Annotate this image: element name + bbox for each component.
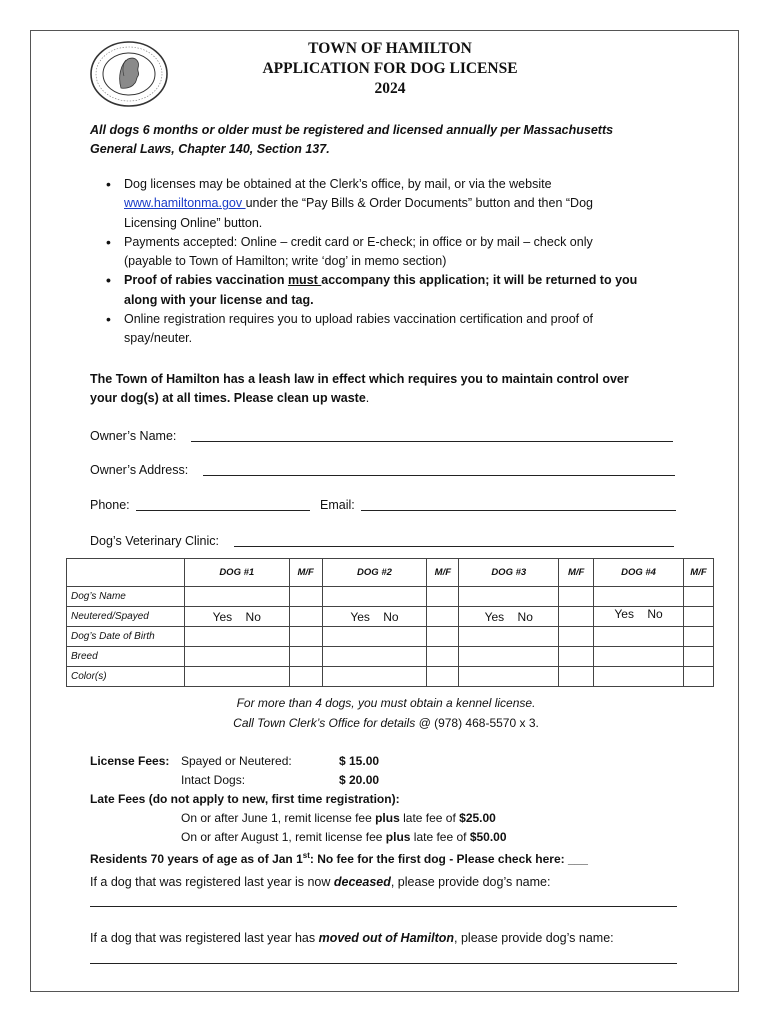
moved-text: , please provide dog’s name: — [454, 931, 614, 945]
bullet-text: (payable to Town of Hamilton; write ‘dog’ in memo section) — [124, 254, 447, 269]
intact-fee-label: Intact Dogs: — [181, 773, 246, 787]
residents-text: Residents 70 years of age as of Jan 1 — [90, 852, 303, 866]
table-cell[interactable] — [559, 607, 594, 627]
col-header: DOG #4 — [594, 559, 684, 587]
yes-option[interactable]: Yes — [212, 609, 233, 624]
late-fee-emphasis: plus — [385, 830, 411, 844]
deceased-text: , please provide dog’s name: — [390, 875, 551, 889]
license-fees-label: License Fees: — [90, 754, 170, 768]
kennel-note: For more than 4 dogs, you must obtain a kennel license. — [236, 696, 536, 710]
table-cell[interactable] — [594, 647, 684, 667]
intro-statement — [90, 121, 690, 159]
table-cell[interactable] — [184, 647, 289, 667]
vet-clinic-field[interactable] — [234, 546, 674, 547]
col-header: DOG #2 — [322, 559, 427, 587]
late-fee-text: late fee of — [399, 811, 460, 825]
table-cell[interactable] — [459, 647, 559, 667]
dogs-table — [66, 558, 714, 687]
row-label: Dog’s Name — [67, 587, 185, 607]
moved-text: If a dog that was registered last year has — [90, 931, 319, 945]
owner-address-field[interactable] — [203, 475, 675, 476]
col-header: M/F — [683, 559, 713, 587]
col-header: DOG #3 — [459, 559, 559, 587]
table-row — [67, 667, 714, 687]
deceased-dog-label — [90, 874, 550, 890]
spayed-fee-amount: $ 15.00 — [339, 754, 380, 768]
neutered-choice[interactable] — [322, 607, 427, 627]
table-cell[interactable] — [683, 587, 713, 607]
neutered-choice[interactable] — [594, 607, 684, 627]
late-fee-text: On or after June 1, remit license fee — [181, 811, 376, 825]
list-item — [106, 271, 676, 310]
row-label: Dog’s Date of Birth — [67, 627, 185, 647]
vet-clinic-label: Dog’s Veterinary Clinic: — [90, 534, 219, 548]
intro-line-1: All dogs 6 months or older must be registered and licensed annually per Massachusetts — [90, 123, 614, 137]
table-cell[interactable] — [427, 607, 459, 627]
moved-dog-label — [90, 930, 614, 946]
phone-field[interactable] — [136, 510, 310, 511]
table-cell[interactable] — [322, 627, 427, 647]
table-cell[interactable] — [322, 647, 427, 667]
late-fee-emphasis: plus — [375, 811, 400, 825]
no-option[interactable]: No — [647, 607, 663, 621]
table-cell[interactable] — [289, 607, 322, 627]
table-corner — [67, 559, 185, 587]
col-header: M/F — [289, 559, 322, 587]
owner-address-label: Owner’s Address: — [90, 463, 189, 477]
col-header: DOG #1 — [184, 559, 289, 587]
note-period: . — [535, 716, 539, 730]
table-cell[interactable] — [289, 627, 322, 647]
row-label: Breed — [67, 647, 185, 667]
spayed-fee-label: Spayed or Neutered: — [181, 754, 292, 768]
table-cell[interactable] — [683, 667, 713, 687]
table-cell[interactable] — [289, 647, 322, 667]
list-item — [106, 175, 676, 233]
table-cell[interactable] — [683, 627, 713, 647]
bullet-text: spay/neuter. — [124, 331, 193, 346]
col-header: M/F — [427, 559, 459, 587]
call-clerk-note — [196, 716, 576, 730]
table-cell[interactable] — [683, 647, 713, 667]
table-cell[interactable] — [459, 667, 559, 687]
bullet-text: along with your license and tag. — [124, 292, 314, 307]
list-item — [106, 233, 676, 272]
deceased-dog-name-field[interactable] — [90, 906, 677, 907]
table-cell[interactable] — [427, 667, 459, 687]
form-title: APPLICATION FOR DOG LICENSE — [262, 60, 518, 77]
website-link[interactable]: www.hamiltonma.gov — [124, 196, 246, 211]
table-cell[interactable] — [322, 667, 427, 687]
table-row — [67, 627, 714, 647]
bullet-text: Online registration requires you to upload rabies vaccination certification and proof of — [124, 312, 594, 327]
table-cell[interactable] — [427, 587, 459, 607]
bullet-text: Licensing Online” button. — [124, 215, 263, 230]
no-option[interactable]: No — [517, 609, 533, 624]
table-header-row — [67, 559, 714, 587]
table-cell[interactable] — [289, 667, 322, 687]
phone-label: Phone: — [90, 498, 130, 512]
table-cell[interactable] — [184, 667, 289, 687]
table-cell[interactable] — [459, 627, 559, 647]
neutered-choice[interactable] — [184, 607, 289, 627]
email-label: Email: — [320, 498, 355, 512]
no-option[interactable]: No — [383, 609, 399, 624]
owner-name-field[interactable] — [191, 441, 673, 442]
bullet-emphasis: must — [287, 273, 322, 288]
deceased-text: If a dog that was registered last year is now — [90, 875, 334, 889]
deceased-emphasis: deceased — [333, 875, 391, 889]
table-row — [67, 647, 714, 667]
table-cell[interactable] — [594, 667, 684, 687]
late-fee-amount: $25.00 — [459, 811, 496, 825]
list-item — [106, 310, 676, 349]
table-cell[interactable] — [594, 587, 684, 607]
table-cell[interactable] — [683, 607, 713, 627]
email-field[interactable] — [361, 510, 676, 511]
bullet-text: Dog licenses may be obtained at the Clerk’s office, by mail, or via the website — [124, 177, 552, 191]
leash-period: . — [365, 391, 370, 405]
leash-line-2: your dog(s) at all times. Please clean up waste — [90, 391, 366, 405]
table-cell[interactable] — [459, 587, 559, 607]
table-cell[interactable] — [322, 587, 427, 607]
late-fee-amount: $50.00 — [469, 830, 507, 844]
late-fees-title: Late Fees (do not apply to new, first time registration): — [90, 792, 400, 806]
table-cell[interactable] — [594, 627, 684, 647]
owner-name-label: Owner’s Name: — [90, 429, 177, 443]
moved-emphasis: moved out of Hamilton — [318, 931, 455, 945]
table-cell[interactable] — [559, 587, 594, 607]
table-cell[interactable] — [289, 587, 322, 607]
row-label: Color(s) — [67, 667, 185, 687]
row-label: Neutered/Spayed — [67, 607, 185, 627]
intro-line-2: General Laws, Chapter 140, Section 137. — [90, 142, 330, 156]
residents-70-checkbox-line[interactable] — [90, 847, 588, 868]
intact-fee-amount: $ 20.00 — [339, 773, 380, 787]
col-header: M/F — [559, 559, 594, 587]
residents-text: : No fee for the first dog - Please check here: ___ — [309, 852, 588, 866]
table-row — [67, 607, 714, 627]
yes-option[interactable]: Yes — [484, 609, 505, 624]
leash-line-1: The Town of Hamilton has a leash law in effect which requires you to maintain control over — [90, 372, 629, 386]
town-seal-logo — [88, 40, 170, 108]
neutered-choice[interactable] — [459, 607, 559, 627]
clerk-phone: (978) 468-5570 x 3 — [430, 716, 536, 730]
table-cell[interactable] — [184, 627, 289, 647]
late-fee-text: On or after August 1, remit license fee — [181, 830, 386, 844]
late-fee-june — [181, 809, 496, 827]
table-cell[interactable] — [184, 587, 289, 607]
late-fee-text: late fee of — [410, 830, 470, 844]
leash-law-notice — [90, 370, 680, 408]
bullet-text: under the “Pay Bills & Order Documents” button and then “Dog — [245, 196, 593, 211]
bullet-text: accompany this application; it will be returned to you — [321, 273, 638, 288]
table-cell[interactable] — [559, 667, 594, 687]
residents-sup: st — [302, 851, 310, 860]
table-cell[interactable] — [559, 627, 594, 647]
yes-option[interactable]: Yes — [350, 609, 370, 624]
bullet-text: Payments accepted: Online – credit card or E-check; in office or by mail – check only — [124, 234, 593, 249]
yes-option[interactable]: Yes — [614, 607, 634, 621]
table-cell[interactable] — [427, 627, 459, 647]
no-option[interactable]: No — [245, 609, 261, 624]
town-name: TOWN OF HAMILTON — [308, 40, 472, 57]
table-row — [67, 587, 714, 607]
moved-dog-name-field[interactable] — [90, 963, 677, 964]
instructions-list — [106, 175, 676, 349]
bullet-text: Proof of rabies vaccination — [124, 273, 288, 288]
form-year: 2024 — [374, 80, 406, 97]
table-cell[interactable] — [559, 647, 594, 667]
table-cell[interactable] — [427, 647, 459, 667]
late-fee-august — [181, 828, 507, 846]
call-text: Call Town Clerk’s Office for details @ — [233, 716, 431, 730]
